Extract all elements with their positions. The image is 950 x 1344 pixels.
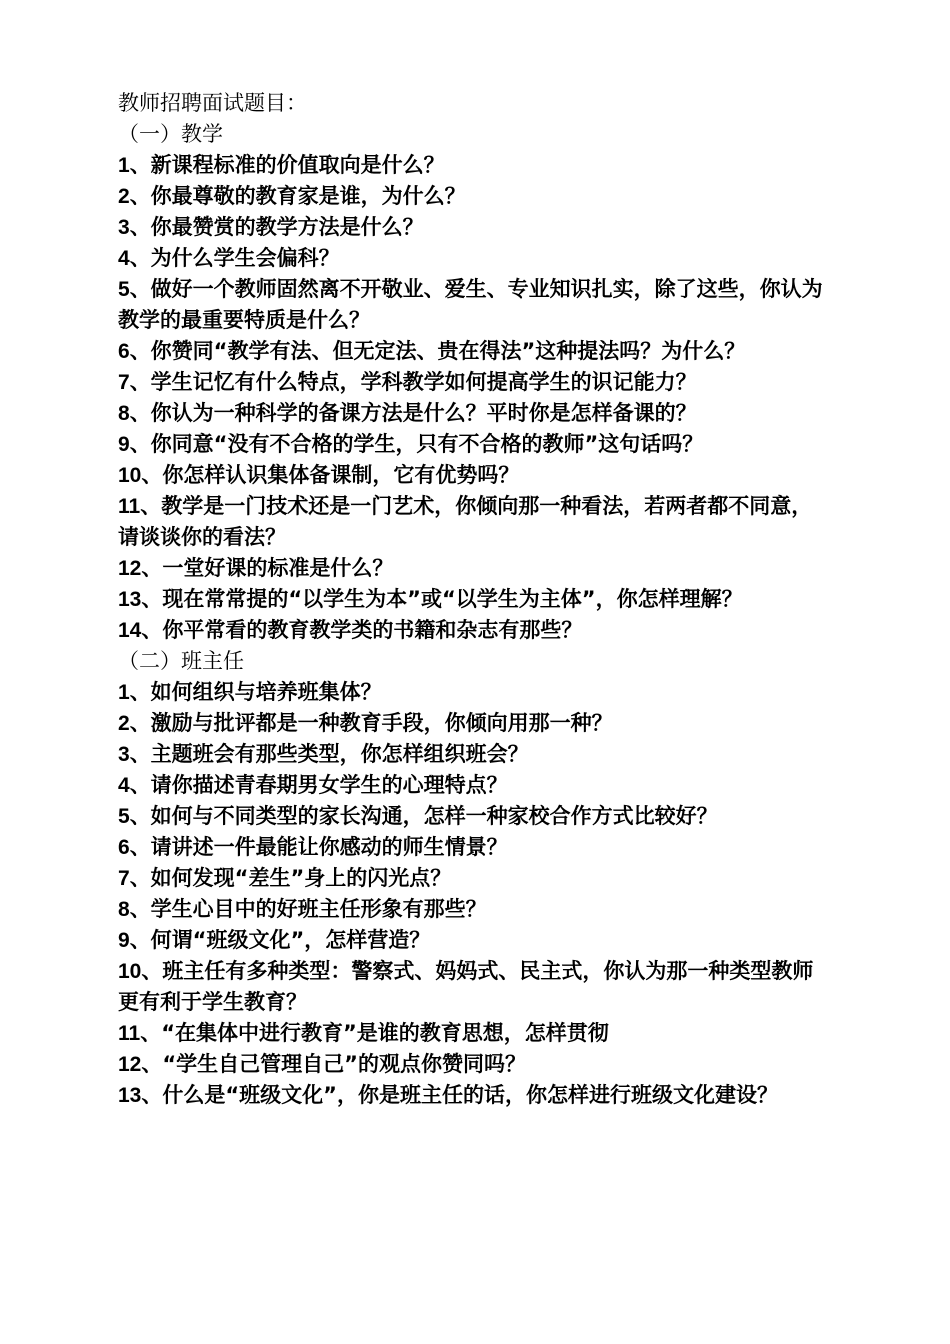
question-item <box>118 801 830 832</box>
question-text: 、激励与批评都是一种教育手段，你倾向用那一种？ <box>129 711 613 735</box>
question-text: 、你认为一种科学的备课方法是什么？平时你是怎样备课的？ <box>129 401 697 425</box>
question-text: 、如何发现“差生”身上的闪光点？ <box>129 866 452 890</box>
question-text: 、如何组织与培养班集体？ <box>129 680 382 704</box>
question-text: 、教学是一门技术还是一门艺术，你倾向那一种看法，若两者都不同意，请谈谈你的看法？ <box>118 494 813 549</box>
question-item <box>118 491 830 553</box>
question-item <box>118 615 830 646</box>
question-text: 、你怎样认识集体备课制，它有优势吗？ <box>141 463 520 487</box>
question-item <box>118 770 830 801</box>
question-text: 、班主任有多种类型：警察式、妈妈式、民主式，你认为那一种类型教师更有利于学生教育？ <box>118 959 814 1014</box>
question-number: 13 <box>118 1084 142 1107</box>
question-item <box>118 274 830 336</box>
question-number: 8 <box>118 898 130 921</box>
question-number: 10 <box>118 960 142 983</box>
question-text: 、你同意“没有不合格的学生，只有不合格的教师”这句话吗？ <box>129 432 704 456</box>
question-number: 7 <box>118 867 130 890</box>
question-text: 、你最赞赏的教学方法是什么？ <box>129 215 424 239</box>
question-number: 10 <box>118 464 142 487</box>
question-text: 、做好一个教师固然离不开敬业、爱生、专业知识扎实，除了这些，你认为教学的最重要特质是什么？ <box>118 277 823 332</box>
question-number: 7 <box>118 371 130 394</box>
question-number: 11 <box>118 1022 141 1045</box>
question-number: 9 <box>118 929 130 952</box>
question-item <box>118 212 830 243</box>
question-text: 、现在常常提的“以学生为本”或“以学生为主体”，你怎样理解？ <box>141 587 743 611</box>
question-number: 4 <box>118 247 130 270</box>
question-item <box>118 367 830 398</box>
question-item <box>118 243 830 274</box>
question-item <box>118 429 830 460</box>
question-item <box>118 460 830 491</box>
question-text: 、主题班会有那些类型，你怎样组织班会？ <box>129 742 529 766</box>
question-number: 11 <box>118 495 141 518</box>
question-number: 6 <box>118 836 130 859</box>
question-item <box>118 553 830 584</box>
question-text: 、你赞同“教学有法、但无定法、贵在得法”这种提法吗？为什么？ <box>129 339 746 363</box>
question-item <box>118 1018 830 1049</box>
question-item <box>118 150 830 181</box>
question-number: 13 <box>118 588 142 611</box>
question-item <box>118 894 830 925</box>
question-text: 、请你描述青春期男女学生的心理特点？ <box>129 773 508 797</box>
question-text: 、新课程标准的价值取向是什么？ <box>129 153 445 177</box>
question-text: 、“学生自己管理自己”的观点你赞同吗？ <box>141 1052 526 1076</box>
question-number: 4 <box>118 774 130 797</box>
question-item <box>118 181 830 212</box>
question-list-class-teacher <box>118 677 830 1111</box>
question-number: 9 <box>118 433 130 456</box>
question-item <box>118 708 830 739</box>
question-text: 、为什么学生会偏科？ <box>129 246 340 270</box>
question-number: 14 <box>118 619 142 642</box>
question-number: 2 <box>118 185 130 208</box>
question-item <box>118 336 830 367</box>
question-number: 12 <box>118 1053 142 1076</box>
question-number: 5 <box>118 805 130 828</box>
question-number: 12 <box>118 557 142 580</box>
question-text: 、你最尊敬的教育家是谁，为什么？ <box>129 184 466 208</box>
document-body <box>118 88 830 1111</box>
question-item <box>118 925 830 956</box>
question-item <box>118 832 830 863</box>
question-item <box>118 1080 830 1111</box>
question-item <box>118 584 830 615</box>
question-text: 、什么是“班级文化”，你是班主任的话，你怎样进行班级文化建设？ <box>141 1083 778 1107</box>
question-item <box>118 739 830 770</box>
question-item <box>118 1049 830 1080</box>
question-item <box>118 398 830 429</box>
question-number: 3 <box>118 743 130 766</box>
question-item <box>118 956 830 1018</box>
question-text: 、如何与不同类型的家长沟通，怎样一种家校合作方式比较好？ <box>129 804 718 828</box>
document-title: 教师招聘面试题目： <box>118 91 307 115</box>
question-text: 、请讲述一件最能让你感动的师生情景？ <box>129 835 508 859</box>
question-text: 、学生心目中的好班主任形象有那些？ <box>129 897 487 921</box>
question-number: 3 <box>118 216 130 239</box>
question-number: 6 <box>118 340 130 363</box>
question-item <box>118 677 830 708</box>
question-number: 1 <box>118 681 130 704</box>
question-text: 、学生记忆有什么特点，学科教学如何提高学生的识记能力？ <box>129 370 697 394</box>
question-number: 8 <box>118 402 130 425</box>
question-number: 5 <box>118 278 130 301</box>
section-heading-teaching: （一）教学 <box>118 122 223 146</box>
question-list-teaching <box>118 150 830 646</box>
question-number: 2 <box>118 712 130 735</box>
question-text: 、何谓“班级文化”，怎样营造？ <box>129 928 431 952</box>
question-number: 1 <box>118 154 130 177</box>
question-text: 、“在集体中进行教育”是谁的教育思想，怎样贯彻 <box>140 1021 609 1045</box>
question-text: 、一堂好课的标准是什么？ <box>141 556 394 580</box>
question-item <box>118 863 830 894</box>
section-heading-class-teacher: （二）班主任 <box>118 649 244 673</box>
question-text: 、你平常看的教育教学类的书籍和杂志有那些？ <box>141 618 583 642</box>
